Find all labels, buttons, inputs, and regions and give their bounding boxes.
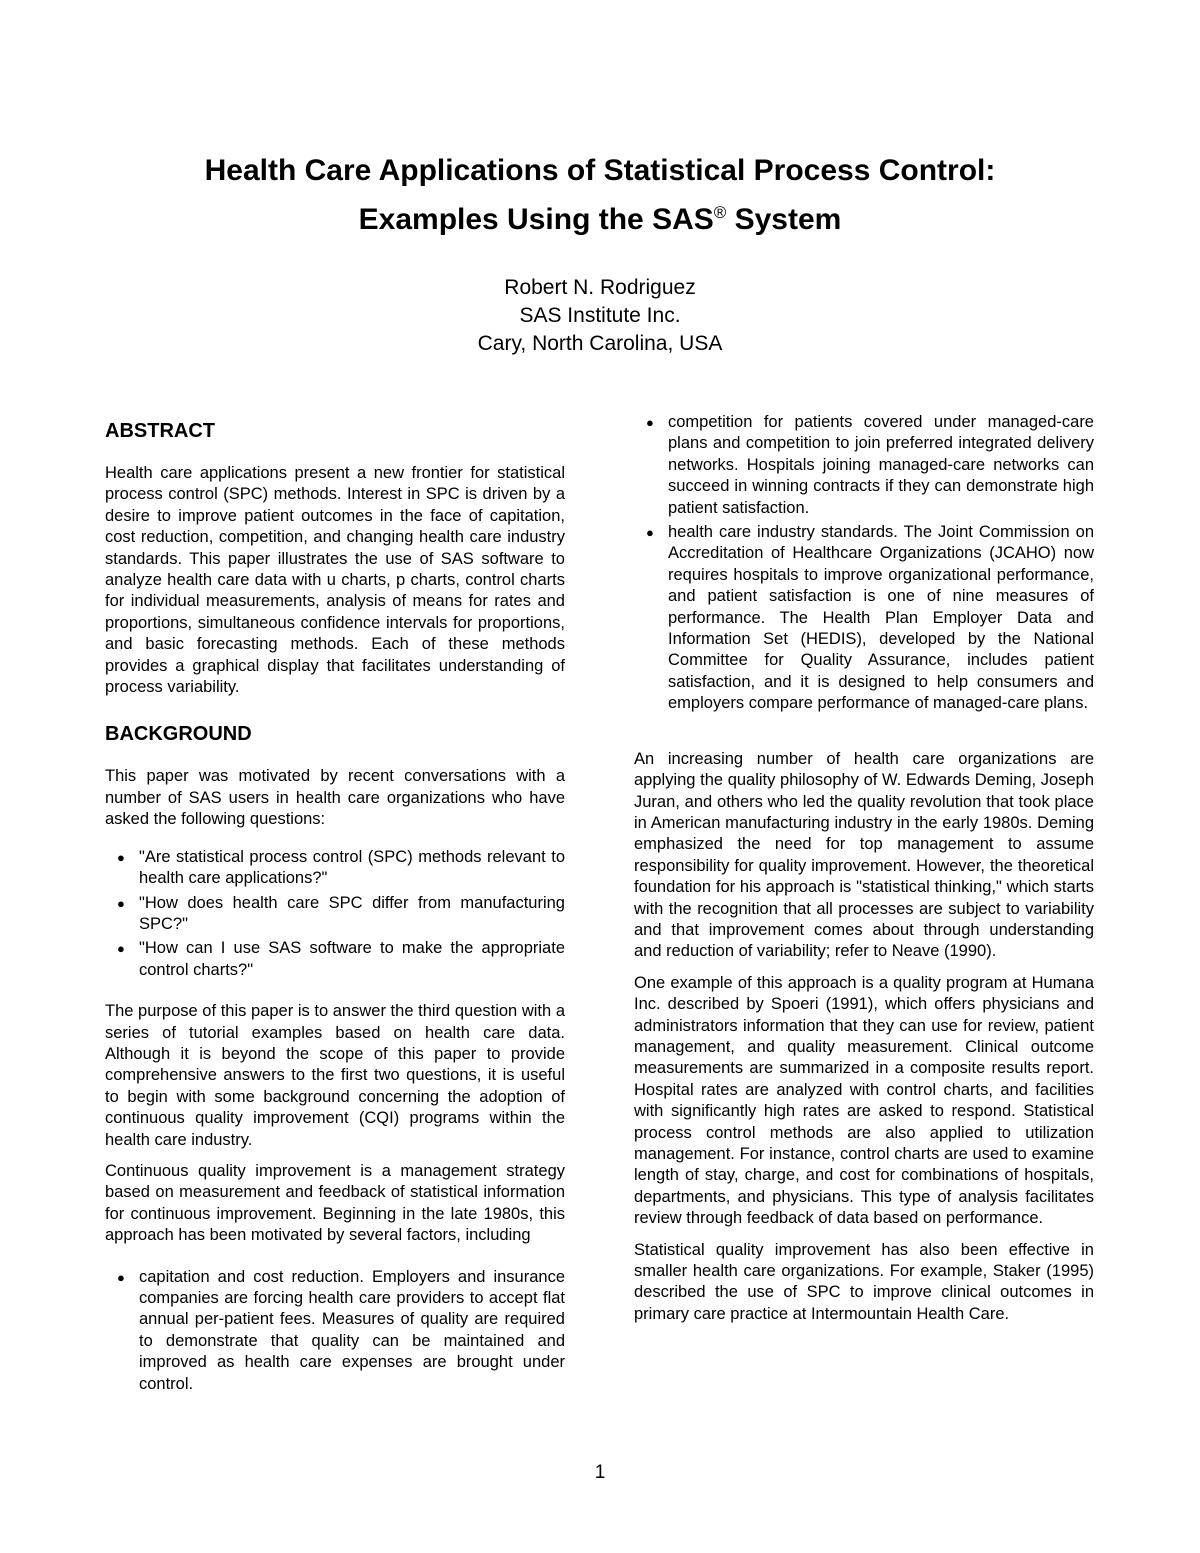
cqi-paragraph: Continuous quality improvement is a management strategy based on measurement and feedback of statistical information for continuous improvement. Beginning in the late 1980s, this approach has been motivated by several factors, including <box>105 1161 565 1245</box>
deming-paragraph: An increasing number of health care organizations are applying the quality philosophy of W. Edwards Deming, Joseph Juran, and others who led the quality revolution that took place in American manufacturing industry in the early 1980s. Deming emphasized the need for top management to assume responsibility for quality improvement. However, the theoretical foundation for his approach is "statistical thinking," which starts with the recognition that all processes are subject to variability and that improvement comes about through understanding and reduction of variability; refer to Neave (1990). <box>634 749 1094 961</box>
paper-title <box>0 150 1200 241</box>
factors-list-continued <box>634 412 1094 715</box>
questions-list <box>105 847 565 981</box>
title-line-2: Examples Using the SAS® System <box>358 203 842 236</box>
bullet-icon: ● <box>117 849 125 865</box>
bullet-icon: ● <box>117 895 125 911</box>
page-number: 1 <box>594 1462 606 1483</box>
staker-paragraph: Statistical quality improvement has also been effective in smaller health care organizations. For example, Staker (1995) described the use of SPC to improve clinical outcomes in primary care practice at Intermountain Health Care. <box>634 1240 1094 1323</box>
author-location: Cary, North Carolina, USA <box>477 332 723 355</box>
bullet-icon: ● <box>646 525 654 541</box>
purpose-paragraph: The purpose of this paper is to answer the third question with a series of tutorial examples based on health care data. Although it is beyond the scope of this paper to provide comprehensive answers to the first two questions, it is useful to begin with some background concerning the adoption of continuous quality improvement (CQI) programs within the health care industry. <box>105 1002 565 1149</box>
list-item: ● "How does health care SPC differ from manufacturing SPC?" <box>117 893 565 933</box>
list-item: ● capitation and cost reduction. Employers and insurance companies are forcing health care providers to accept flat annual per-patient fees. Measures of quality are required to demonstrate that quality can be maintained and improved as health care expenses are brought under control. <box>117 1267 565 1393</box>
list-item: ● health care industry standards. The Joint Commission on Accreditation of Healthcare Organizations (JCAHO) now requires hospitals to improve organizational performance, and patient satisfaction is one of nine measures of performance. The Health Plan Employer Data and Information Set (HEDIS), developed by the National Committee for Quality Assurance, includes patient satisfaction, and it is designed to help consumers and employers compare performance of managed-care plans. <box>646 523 1094 713</box>
bullet-icon: ● <box>117 941 125 957</box>
list-item: ● "Are statistical process control (SPC) methods relevant to health care applications?" <box>117 847 565 888</box>
background-intro: This paper was motivated by recent conversations with a number of SAS users in health care organizations who have asked the following questions: <box>105 767 565 829</box>
background-heading: BACKGROUND <box>105 723 252 746</box>
bullet-icon: ● <box>646 415 654 430</box>
abstract-heading: ABSTRACT <box>105 420 215 442</box>
left-column <box>105 412 565 1415</box>
factors-list <box>105 1267 565 1395</box>
right-column <box>634 412 1094 1335</box>
bullet-icon: ● <box>117 1269 125 1285</box>
author-affiliation: SAS Institute Inc. <box>519 304 681 327</box>
list-item: ● competition for patients covered under managed-care plans and competition to join preferred integrated delivery networks. Hospitals joining managed-care networks can succeed in winning contracts if they can demonstrate high patient satisfaction. <box>646 413 1094 517</box>
abstract-text: Health care applications present a new frontier for statistical process control (SPC) methods. Interest in SPC is driven by a desire to improve patient outcomes in the face of capitation, cost reduction, competition, and changing health care industry standards. This paper illustrates the use of SAS software to analyze health care data with u charts, p charts, control charts for individual measurements, analysis of means for rates and proportions, simultaneous confidence intervals for proportions, and basic forecasting methods. Each of these methods provides a graphical display that facilitates understanding of process variability. <box>105 464 565 697</box>
list-item: ● "How can I use SAS software to make the appropriate control charts?" <box>117 939 565 979</box>
author-block <box>0 274 1200 358</box>
registered-mark: ® <box>713 203 727 222</box>
author-name: Robert N. Rodriguez <box>504 276 696 299</box>
title-line-1: Health Care Applications of Statistical Process Control: <box>204 154 996 187</box>
humana-paragraph: One example of this approach is a quality program at Humana Inc. described by Spoeri (1991), which offers physicians and administrators information that they can use for review, patient management, and quality measurement. Clinical outcome measurements are summarized in a composite results report. Hospital rates are analyzed with control charts, and facilities with significantly high rates are asked to respond. Statistical process control methods are also applied to utilization management. For instance, control charts are used to examine length of stay, charge, and cost for combinations of hospitals, departments, and physicians. This type of analysis facilitates review through feedback of data based on performance. <box>634 973 1094 1228</box>
